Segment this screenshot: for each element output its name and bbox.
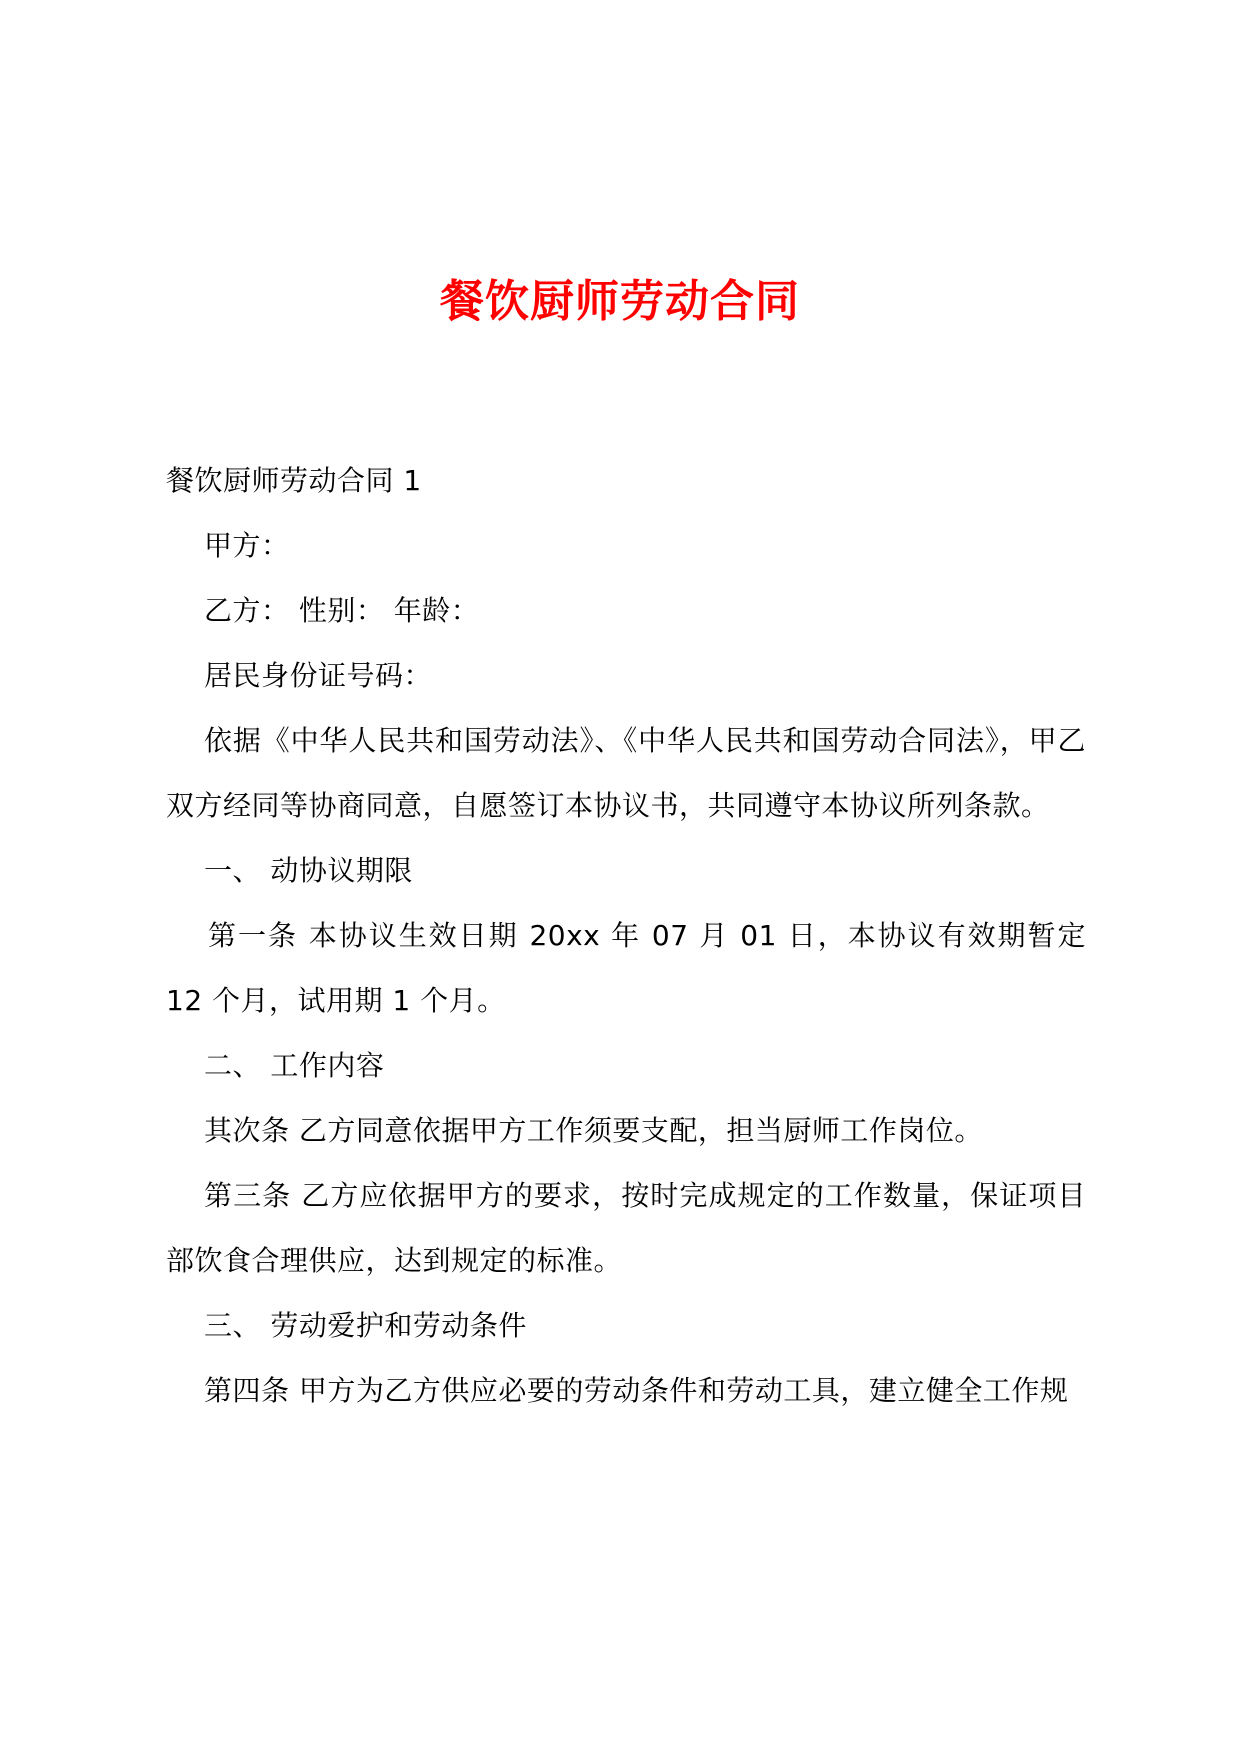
section-heading-term: 一、 动协议期限 <box>204 854 413 887</box>
document-body <box>166 448 1086 1423</box>
article-4-paragraph: 第四条 甲方为乙方供应必要的劳动条件和劳动工具，建立健全工作规 <box>204 1374 1069 1407</box>
document-title: 餐饮厨师劳动合同 <box>440 276 800 327</box>
section-heading-labor-protection: 三、 劳动爱护和劳动条件 <box>204 1309 527 1342</box>
party-b-line: 乙方： 性别： 年龄： <box>204 594 480 627</box>
section-heading-work-content: 二、 工作内容 <box>204 1049 385 1082</box>
contract-subtitle: 餐饮厨师劳动合同 1 <box>166 464 422 497</box>
article-1-paragraph: 第一条 本协议生效日期 20xx 年 07 月 01 日，本协议有效期暂定 12 个月，试用期 1 个月。 <box>166 919 1086 1017</box>
article-3-paragraph: 第三条 乙方应依据甲方的要求，按时完成规定的工作数量，保证项目部饮食合理供应，达到规定的标准。 <box>166 1179 1086 1277</box>
id-number-line: 居民身份证号码： <box>204 659 433 692</box>
party-a-line: 甲方： <box>204 529 290 562</box>
preamble-paragraph: 依据《中华人民共和国劳动法》、《中华人民共和国劳动合同法》，甲乙双方经同等协商同意，自愿签订本协议书，共同遵守本协议所列条款。 <box>166 724 1086 822</box>
article-2-paragraph: 其次条 乙方同意依据甲方工作须要支配，担当厨师工作岗位。 <box>204 1114 983 1147</box>
